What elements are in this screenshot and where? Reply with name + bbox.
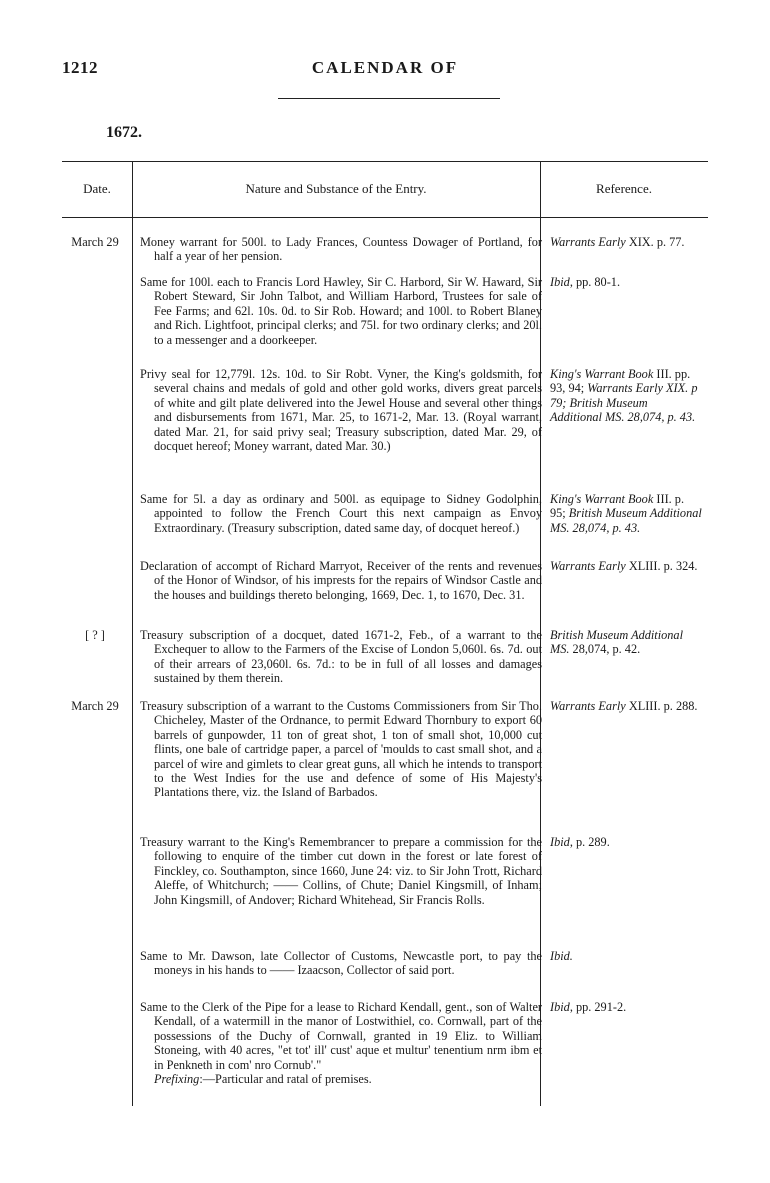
reference-page: , pp. 80-1. [569, 275, 621, 289]
reference-volume: XLIII. [628, 559, 661, 573]
calendar-table [62, 161, 708, 1106]
reference-page: p. 77. [656, 235, 685, 249]
prefix-text: :—Particular and ratal of premises. [199, 1072, 372, 1087]
entry-text: Money warrant for 500l. to Lady Frances, Countess Dowager of Portland, for half a year of her pension. [140, 235, 542, 264]
entry-text: Treasury subscription of a warrant to the Customs Commissioners from Sir Tho. Chicheley, Master of the Ordnance, to permit Edward Thornbury to export 60 barrels of gunpowder, 11 ton of great shot, 1 ton of small shot, 10,000 cut flints, one bale of cartridge paper, a parcel of 'moulds to cast small shot, and a parcel of wire and gimlets to clear great guns, all which he intends to transport to the West Indies for the use and defence of some of His Majesty's Plantations there, viz. the Island of Barbados. [140, 699, 542, 800]
entry-reference [550, 367, 702, 425]
entry-text: Treasury subscription of a docquet, dated 1671-2, Feb., of a warrant to the Exchequer to allow to the Farmers of the Excise of London 5,060l. 6s. 7d. out of their arrears of 23,060l. 6s. 7d.: to be in full of all losses and damages sustained by them therein. [140, 628, 542, 686]
table-top-rule [62, 161, 708, 162]
running-title: CALENDAR OF [311, 58, 459, 77]
header-bottom-rule [62, 217, 708, 218]
year-heading: 1672. [106, 124, 142, 141]
entry-reference [550, 1000, 702, 1014]
entry-date: March 29 [71, 699, 119, 713]
entry-text: Treasury warrant to the King's Remembrancer to prepare a commission for the following to enquire of the timber cut down in the forest or late forest of Finckley, co. Southampton, since 1660, June 24: viz. to Sir John Trott, Richard Aleffe, of Whitchurch; —— Collins, of Chute; Daniel Kingsmill, of Inham; John Kingsmill, of Andover; Richard Whitehead, Sir Francis Rolls. [140, 835, 542, 907]
entry-date: [ ? ] [85, 628, 105, 642]
reference-title: Ibid [550, 835, 570, 849]
entry-text: Same for 5l. a day as ordinary and 500l. as equipage to Sidney Godolphin, appointed to follow the French Court this next campaign as Envoy Extraordinary. (Treasury subscription, dated same day, of docquet hereof.) [140, 492, 542, 535]
entry-text: Privy seal for 12,779l. 12s. 10d. to Sir Robt. Vyner, the King's goldsmith, for several chains and medals of gold and other gold works, divers great parcels of white and gilt plate delivered into the Jewel House and several other things and disbursements from 1671, Mar. 25, to 1671-2, Mar. 13. (Royal warrant, dated Mar. 21, for said privy seal; Treasury subscription, dated Mar. 29, of docquet hereof; Money warrant, dated Mar. 30.) [140, 367, 542, 454]
reference-title: Ibid. [550, 949, 573, 963]
reference-title: Warrants Early [550, 235, 626, 249]
reference-page: , p. 289. [569, 835, 610, 849]
page-number: 1212 [62, 58, 98, 77]
reference-title: Ibid [550, 1000, 570, 1014]
reference-volume: XIX. [628, 235, 654, 249]
entry-reference [550, 628, 702, 657]
entry-date: March 29 [71, 235, 119, 249]
reference-page: p. 288. [663, 699, 698, 713]
entry-text: Same to Mr. Dawson, late Collector of Customs, Newcastle port, to pay the moneys in his hands to —— Izaacson, Collector of said port. [140, 949, 542, 978]
reference-page: , pp. 291-2. [569, 1000, 627, 1014]
entry-reference [550, 492, 702, 535]
title-rule [278, 98, 500, 99]
entry-text: Declaration of accompt of Richard Marryot, Receiver of the rents and revenues of the Honor of Windsor, of his imprests for the repairs of Windsor Castle and the houses and buildings thereto belonging, 1669, Dec. 1, to 1670, Dec. 31. [140, 559, 542, 602]
entry-body: Same to the Clerk of the Pipe for a lease to Richard Kendall, gent., son of Walter Kendall, of a watermill in the manor of Lostwithiel, co. Cornwall, part of the possessions of the Duchy of Cornwall, granted in 19 Eliz. to William Stoneing, with 40 acres, "et tot' ill' cust' aque et multur' tenentium nrm ibm et in Penkneth in com' nro Cornub'." [140, 1000, 542, 1072]
reference-title: Warrants Early [550, 699, 626, 713]
date-column-rule [132, 161, 133, 1106]
entry-reference [550, 275, 702, 289]
reference-title: King's Warrant Book [550, 492, 654, 506]
reference-volume: XLIII. [628, 699, 661, 713]
reference-title: Ibid [550, 275, 570, 289]
reference-page: p. 324. [663, 559, 698, 573]
prefix-label: Prefixing [154, 1072, 200, 1087]
reference-title: British Museum Additional MS. [550, 628, 683, 657]
reference-additional: British Museum Additional MS. 28,074, p. 43. [550, 506, 702, 535]
column-header-date: Date. [83, 181, 111, 196]
entry-text [140, 1000, 542, 1086]
entry-reference [550, 835, 702, 849]
entry-reference [550, 699, 702, 713]
column-header-nature: Nature and Substance of the Entry. [245, 181, 427, 196]
reference-page: 28,074, p. 42. [572, 642, 641, 657]
entry-reference [550, 235, 702, 249]
reference-additional: Warrants Early XIX. p 79; British Museum Additional MS. 28,074, p. 43. [550, 381, 698, 425]
reference-title: Warrants Early [550, 559, 626, 573]
entry-text: Same for 100l. each to Francis Lord Hawley, Sir C. Harbord, Sir W. Haward, Sir Robert Steward, Sir John Talbot, and William Harbord, Trustees for sale of Fee Farms; and 62l. 10s. 0d. to Sir Rob. Howard; and 100l. to Robert Blaney and Rich. Lightfoot, principal clerks; and 75l. for two ordinary clerks; and 20l. to a messenger and a doorkeeper. [140, 275, 542, 347]
entry-reference [550, 949, 702, 963]
reference-volume: III. p. 95; [550, 492, 685, 521]
entry-reference [550, 559, 702, 573]
reference-volume: III. pp. 93, 94; [550, 367, 691, 396]
column-header-reference: Reference. [596, 181, 652, 196]
reference-title: King's Warrant Book [550, 367, 654, 381]
